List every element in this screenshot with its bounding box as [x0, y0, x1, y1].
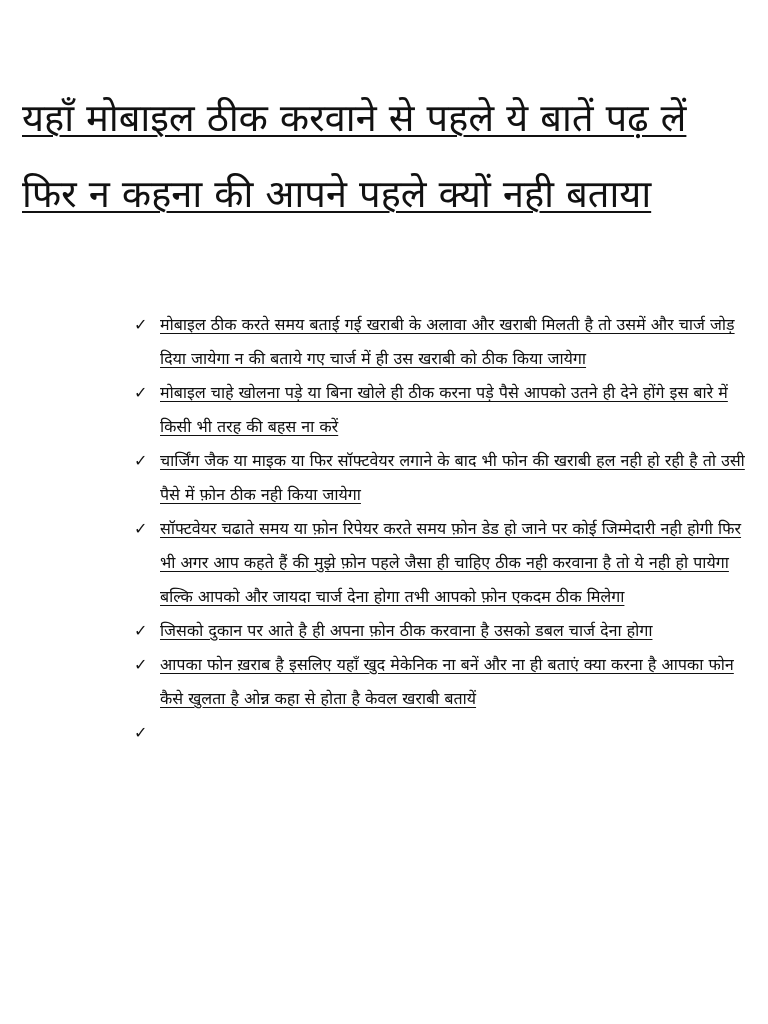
list-item-text: मोबाइल चाहे खोलना पड़े या बिना खोले ही ठीक करना पड़े पैसे आपको उतने ही देने होंगे इस बारे में किसी भी तरह की बहस ना करें: [160, 383, 728, 436]
list-item-text: मोबाइल ठीक करते समय बताई गई खराबी के अलावा और खराबी मिलती है तो उसमें और चार्ज जोड़ दिया जायेगा न की बताये गए चार्ज में ही उस खराबी को ठीक किया जायेगा: [160, 315, 735, 368]
list-item: [132, 648, 747, 716]
list-item: [132, 444, 747, 512]
rules-list: [132, 308, 747, 750]
list-item-text: सॉफ्टवेयर चढाते समय या फ़ोन रिपेयर करते समय फ़ोन डेड हो जाने पर कोई जिम्मेदारी नही होगी फिर भी अगर आप कहते हैं की मुझे फ़ोन पहले जैसा ही चाहिए ठीक नही करवाना है तो ये नही हो पायेगा बल्कि आपको और जायदा चार्ज देना होगा तभी आपको फ़ोन एकदम ठीक मिलेगा: [160, 519, 742, 606]
list-item-text: जिसको दुकान पर आते है ही अपना फ़ोन ठीक करवाना है उसको डबल चार्ज देना होगा: [160, 621, 653, 640]
checkmark-icon: ✓: [134, 655, 148, 674]
list-item: [132, 308, 747, 376]
list-item-empty: [132, 716, 747, 750]
checkmark-icon: ✓: [134, 315, 148, 334]
checkmark-icon: ✓: [134, 723, 148, 742]
checkmark-icon: ✓: [134, 451, 148, 470]
document-title: यहाँ मोबाइल ठीक करवाने से पहले ये बातें पढ़ लें फिर न कहना की आपने पहले क्यों नही बताया: [22, 96, 687, 216]
checkmark-icon: ✓: [134, 621, 148, 640]
list-item: [132, 614, 747, 648]
list-item: [132, 512, 747, 614]
list-item: [132, 376, 747, 444]
checkmark-icon: ✓: [134, 519, 148, 538]
checkmark-icon: ✓: [134, 383, 148, 402]
list-item-text: आपका फोन ख़राब है इसलिए यहाँ खुद मेकेनिक ना बनें और ना ही बताएं क्या करना है आपका फोन कैसे खुलता है ओन्न कहा से होता है केवल खराबी बतायें: [160, 655, 734, 708]
list-item-text: चार्जिंग जैक या माइक या फिर सॉफ्टवेयर लगाने के बाद भी फोन की खराबी हल नही हो रही है तो उसी पैसे में फ़ोन ठीक नही किया जायेगा: [160, 451, 745, 504]
